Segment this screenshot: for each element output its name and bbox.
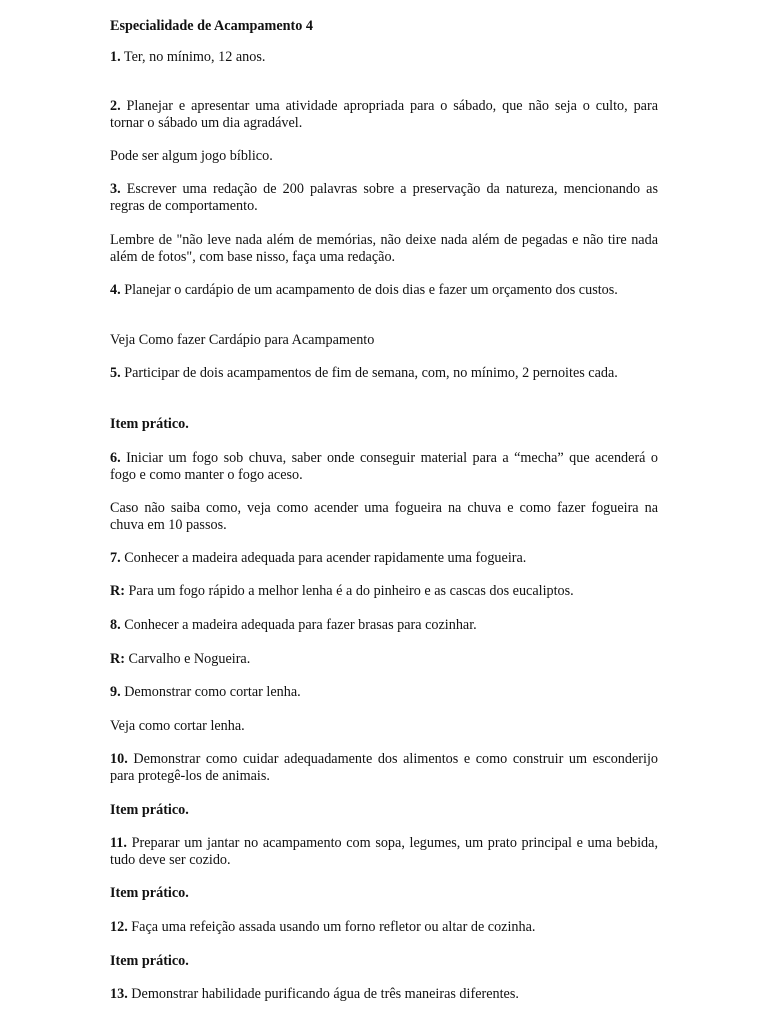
answer-fogo-rapido [110, 583, 658, 600]
answer-text: Para um fogo rápido a melhor lenha é a do pinheiro e as cascas dos eucaliptos. [124, 583, 574, 599]
requirement-text: Demonstrar como cortar lenha. [120, 684, 301, 700]
requirement-8 [110, 617, 658, 634]
requirement-10 [110, 751, 658, 784]
requirement-6 [110, 450, 658, 483]
requirement-3 [110, 181, 658, 214]
requirement-number: 9. [110, 684, 121, 700]
answer-text: Carvalho e Nogueira. [124, 651, 251, 667]
requirement-7 [110, 550, 658, 567]
requirement-number: 1. [110, 49, 121, 65]
requirement-1 [110, 49, 658, 66]
requirement-number: 6. [110, 450, 121, 466]
requirement-number: 5. [110, 365, 121, 381]
requirement-number: 2. [110, 98, 121, 114]
practical-item-label: Item prático. [110, 416, 189, 432]
note-cardapio: Veja Como fazer Cardápio para Acampamento [110, 332, 375, 348]
practical-item-label: Item prático. [110, 953, 189, 969]
requirement-text: Preparar um jantar no acampamento com sopa, legumes, um prato principal e uma bebida, tudo deve ser cozido. [110, 835, 658, 868]
requirement-text: Conhecer a madeira adequada para acender rapidamente uma fogueira. [120, 550, 527, 566]
answer-label: R: [110, 651, 125, 667]
requirement-number: 3. [110, 181, 121, 197]
requirement-2 [110, 98, 658, 131]
requirement-text: Iniciar um fogo sob chuva, saber onde conseguir material para a “mecha” que acenderá o fogo e como manter o fogo aceso. [110, 450, 658, 483]
note-lenha: Veja como cortar lenha. [110, 718, 245, 734]
requirement-4 [110, 282, 658, 299]
requirement-number: 11. [110, 835, 127, 851]
note-redacao: Lembre de "não leve nada além de memórias, não deixe nada além de pegadas e não tire nada além de fotos", com base nisso, faça uma redação. [110, 232, 658, 265]
requirement-number: 7. [110, 550, 121, 566]
answer-brasas [110, 651, 658, 668]
requirement-text: Planejar e apresentar uma atividade apropriada para o sábado, que não seja o culto, para tornar o sábado um dia agradável. [110, 98, 658, 131]
requirement-text: Demonstrar como cuidar adequadamente dos alimentos e como construir um esconderijo para protegê-los de animais. [110, 751, 658, 784]
practical-item-label: Item prático. [110, 885, 189, 901]
requirement-number: 10. [110, 751, 128, 767]
note-fogo: Caso não saiba como, veja como acender uma fogueira na chuva e como fazer fogueira na chuva em 10 passos. [110, 500, 658, 533]
requirement-text: Ter, no mínimo, 12 anos. [120, 49, 266, 65]
requirement-number: 4. [110, 282, 121, 298]
document-title: Especialidade de Acampamento 4 [110, 18, 313, 34]
requirement-text: Faça uma refeição assada usando um forno refletor ou altar de cozinha. [127, 919, 536, 935]
requirement-text: Planejar o cardápio de um acampamento de dois dias e fazer um orçamento dos custos. [120, 282, 618, 298]
requirement-number: 13. [110, 986, 128, 1002]
practical-item-label: Item prático. [110, 802, 189, 818]
requirement-number: 12. [110, 919, 128, 935]
requirement-13 [110, 986, 658, 1003]
requirement-text: Demonstrar habilidade purificando água de três maneiras diferentes. [127, 986, 519, 1002]
answer-label: R: [110, 583, 125, 599]
requirement-5 [110, 365, 658, 382]
requirement-12 [110, 919, 658, 936]
requirement-text: Escrever uma redação de 200 palavras sobre a preservação da natureza, mencionando as regras de comportamento. [110, 181, 658, 214]
note-sabado: Pode ser algum jogo bíblico. [110, 148, 273, 164]
requirement-11 [110, 835, 658, 868]
requirement-9 [110, 684, 658, 701]
requirement-number: 8. [110, 617, 121, 633]
requirement-text: Participar de dois acampamentos de fim de semana, com, no mínimo, 2 pernoites cada. [120, 365, 618, 381]
requirement-text: Conhecer a madeira adequada para fazer brasas para cozinhar. [120, 617, 477, 633]
